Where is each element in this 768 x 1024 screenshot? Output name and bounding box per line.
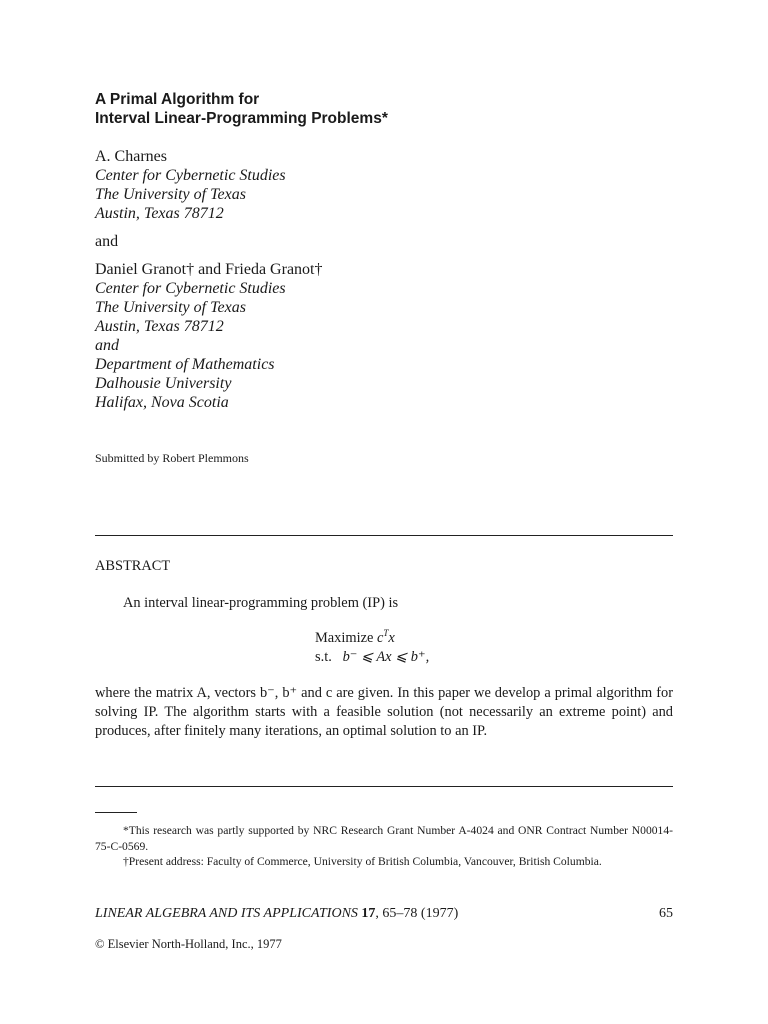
title-line-2: Interval Linear-Programming Problems* bbox=[95, 110, 388, 127]
copyright-line: © Elsevier North-Holland, Inc., 1977 bbox=[95, 937, 282, 951]
maximize-word: Maximize bbox=[315, 630, 374, 646]
paper-title bbox=[95, 90, 388, 128]
footnote-2: †Present address: Faculty of Commerce, University of British Columbia, Vancouver, British Columbia. bbox=[123, 855, 602, 868]
affiliation-line: Center for Cybernetic Studies bbox=[95, 167, 286, 184]
abstract-bottom-rule bbox=[95, 786, 673, 787]
affiliation-line: Dalhousie University bbox=[95, 375, 232, 392]
affiliation-line: Austin, Texas 78712 bbox=[95, 205, 224, 222]
journal-name: LINEAR ALGEBRA AND ITS APPLICATIONS bbox=[95, 906, 358, 921]
journal-line bbox=[95, 905, 673, 923]
footnote-rule bbox=[95, 812, 137, 813]
constraint-line bbox=[315, 649, 429, 666]
constraint-expression: b⁻ ⩽ Ax ⩽ b⁺, bbox=[342, 649, 430, 665]
objective-c: c bbox=[376, 630, 384, 646]
abstract-intro: An interval linear-programming problem (IP) is bbox=[123, 595, 399, 611]
page-number: 65 bbox=[659, 906, 673, 921]
author-block-1 bbox=[95, 147, 286, 223]
abstract-top-rule bbox=[95, 535, 673, 536]
affiliation-line: The University of Texas bbox=[95, 186, 246, 203]
objective-line bbox=[315, 630, 395, 647]
and-separator: and bbox=[95, 233, 119, 250]
subject-to: s.t. bbox=[315, 649, 332, 665]
objective-transpose: T bbox=[383, 628, 389, 639]
affiliation-and: and bbox=[95, 337, 119, 354]
author-name: A. Charnes bbox=[95, 148, 167, 165]
affiliation-line: Halifax, Nova Scotia bbox=[95, 394, 229, 411]
author-names: Daniel Granot† and Frieda Granot† bbox=[95, 261, 323, 278]
affiliation-line: Austin, Texas 78712 bbox=[95, 318, 224, 335]
abstract-body: where the matrix A, vectors b⁻, b⁺ and c are given. In this paper we develop a primal algorithm for solving IP. The algorithm starts with a feasible solution (not necessarily an extreme point) and produces, after finitely many iterations, an optimal solution to an IP. bbox=[95, 685, 673, 739]
affiliation-line: The University of Texas bbox=[95, 299, 246, 316]
submitted-by: Submitted by Robert Plemmons bbox=[95, 451, 249, 465]
objective-x: x bbox=[388, 630, 395, 646]
title-line-1: A Primal Algorithm for bbox=[95, 91, 260, 108]
journal-volume: 17 bbox=[361, 906, 376, 921]
footnote-1: *This research was partly supported by NRC Research Grant Number A-4024 and ONR Contract Number N00014-75-C-0569. bbox=[95, 824, 673, 853]
author-block-2 bbox=[95, 260, 322, 412]
affiliation-line: Center for Cybernetic Studies bbox=[95, 280, 286, 297]
journal-pages: , 65–78 (1977) bbox=[375, 906, 459, 921]
affiliation-line: Department of Mathematics bbox=[95, 356, 275, 373]
abstract-heading: ABSTRACT bbox=[95, 558, 171, 574]
